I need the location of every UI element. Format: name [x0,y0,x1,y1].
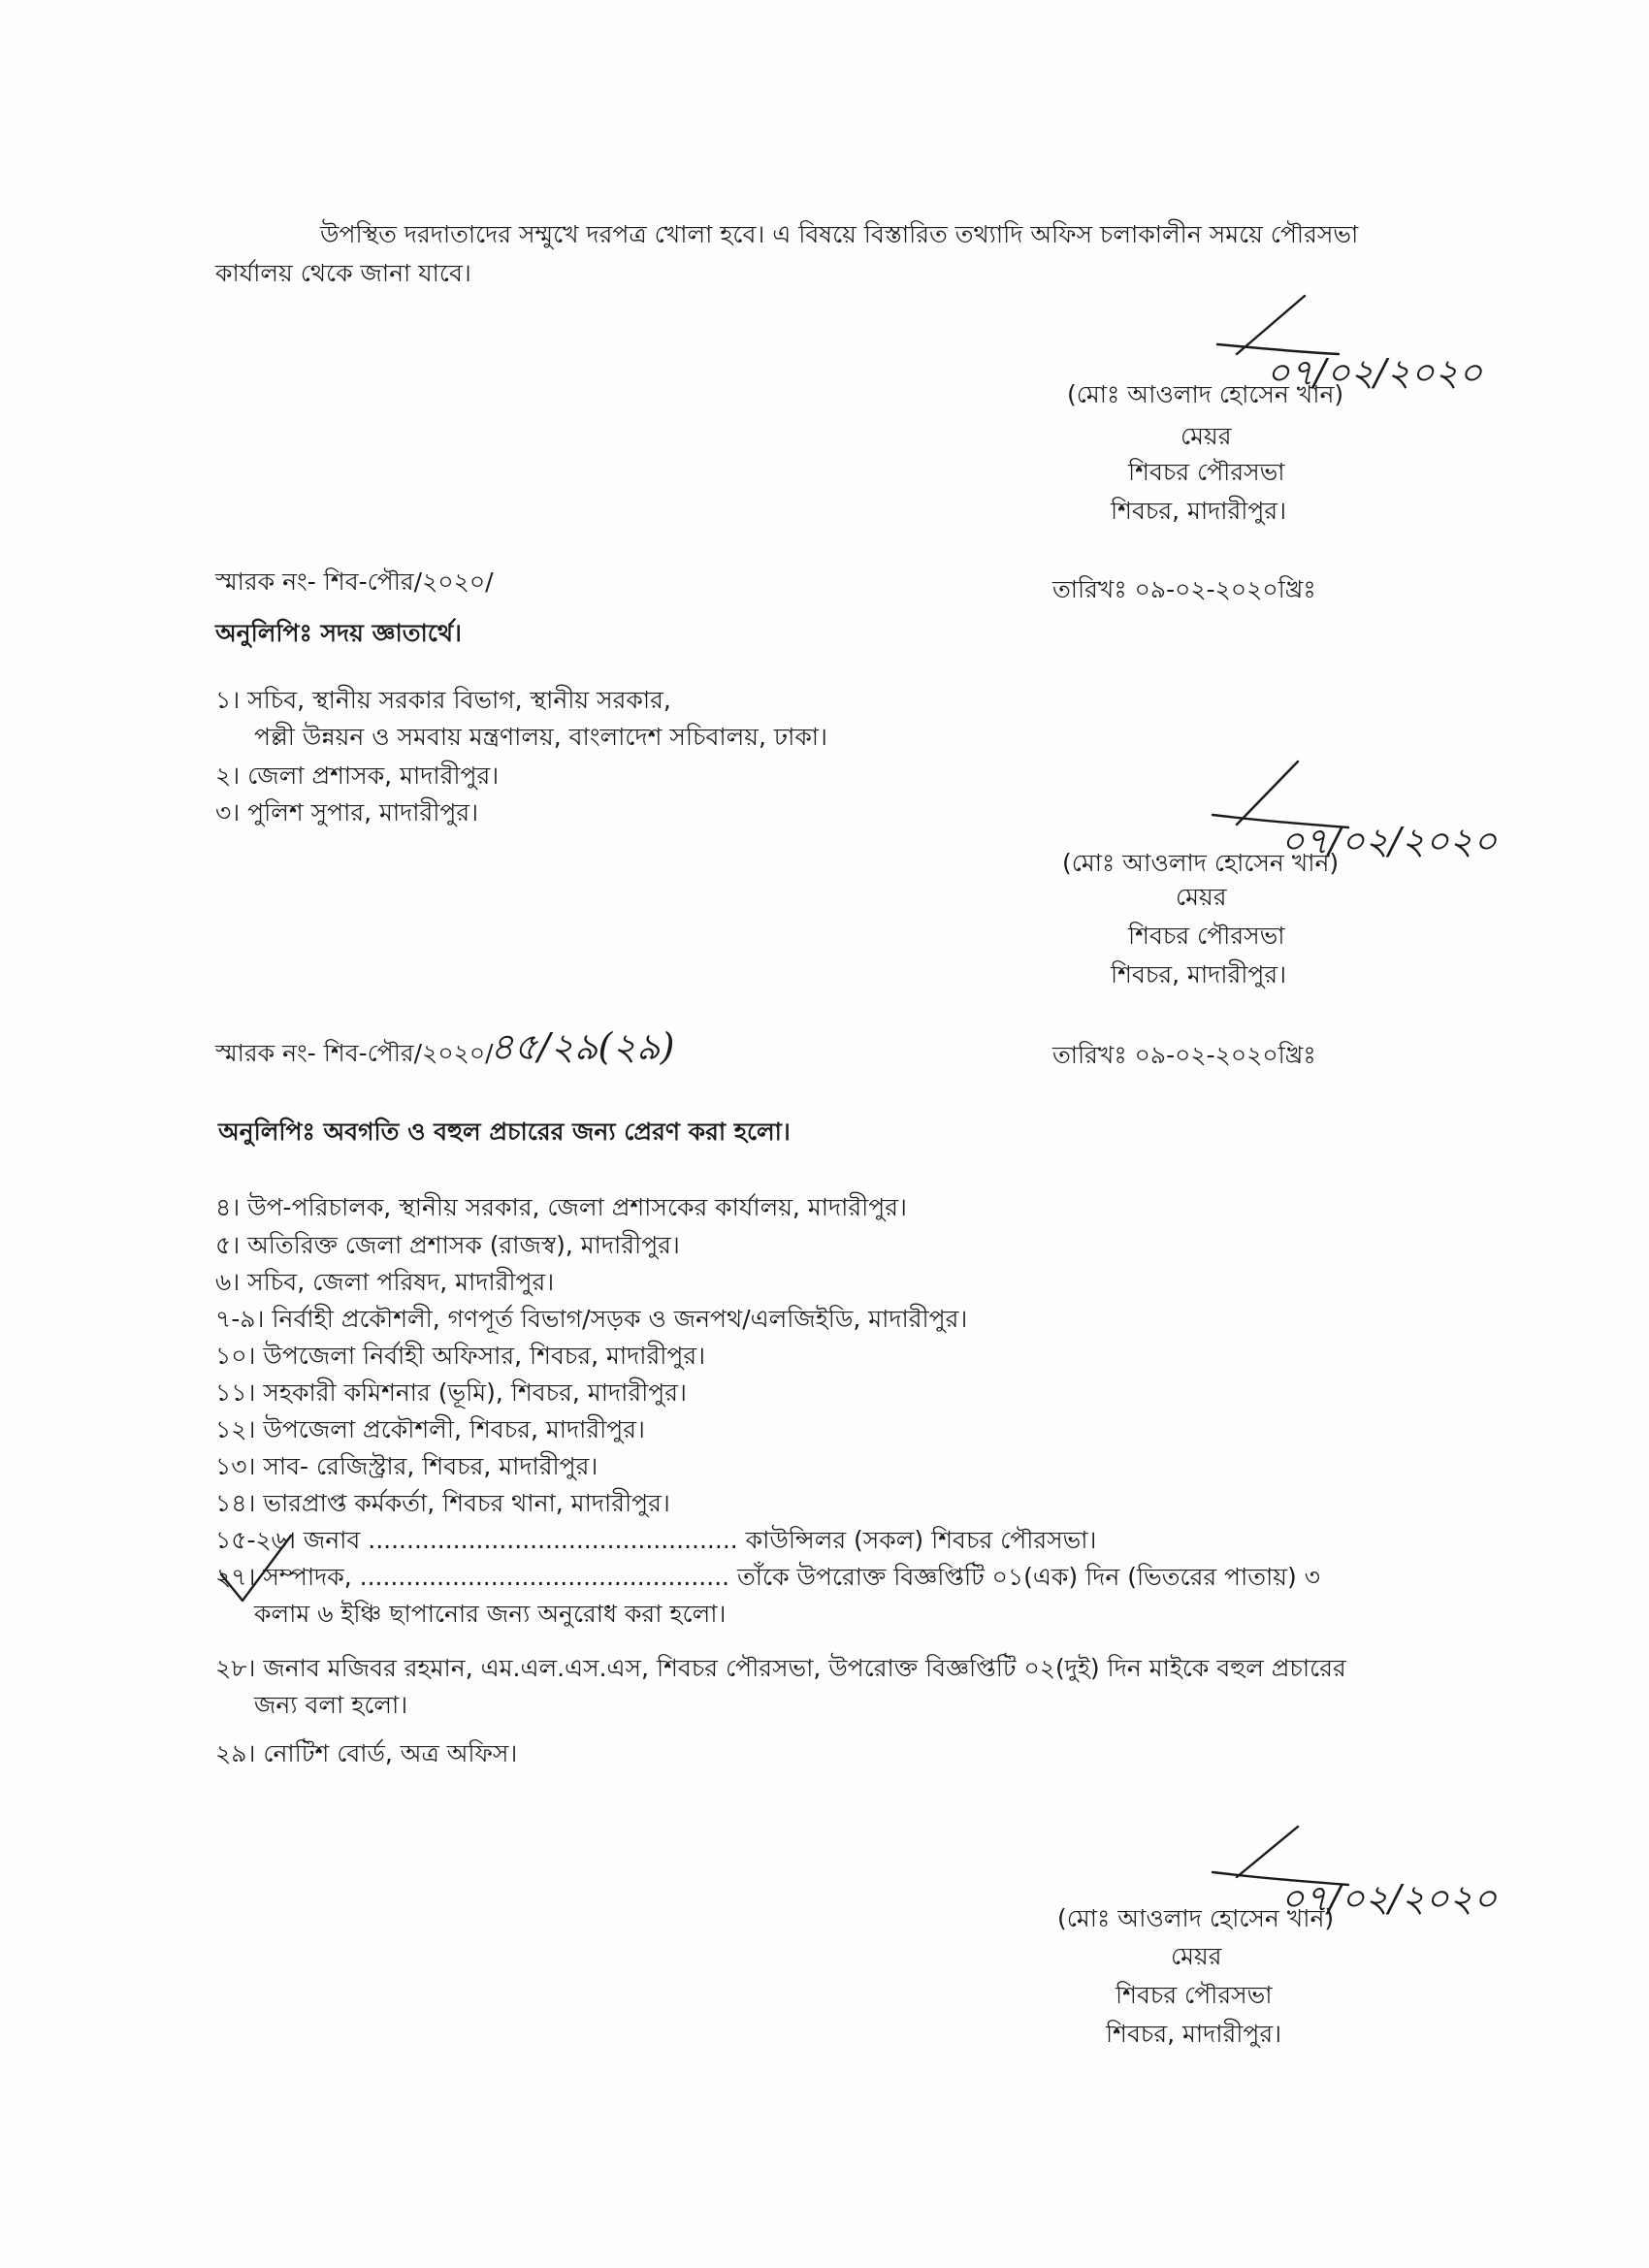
signatory-title-3: মেয়র [1171,1942,1222,1970]
checkmark-icon [213,1528,301,1615]
memo2-item: ১৫-২৬। জনাব ................................................ কাউন্সিলর (সকল) শিবচর পৌরসভা। [215,1526,1097,1554]
signature-date-1: ০৭/০২/২০২০ [1266,351,1483,393]
memo1-item: পল্লী উন্নয়ন ও সমবায় মন্ত্রণালয়, বাংলাদেশ সচিবালয়, ঢাকা। [254,723,827,751]
signatory-name-1: (মোঃ আওলাদ হোসেন খান) [1067,380,1344,408]
memo2-item: ২৮। জনাব মজিবর রহমান, এম.এল.এস.এস, শিবচর পৌরসভা, উপরোক্ত বিজ্ঞপ্তিটি ০২(দুই) দিন মাইকে বহুল প্রচারের [215,1654,1346,1682]
memo1-item: ১। সচিব, স্থানীয় সরকার বিভাগ, স্থানীয় সরকার, [215,686,671,714]
signatory-title-2: মেয়র [1176,883,1227,911]
signature-date-2: ০৭/০২/২০২০ [1280,820,1498,862]
memo2-item: ১২। উপজেলা প্রকৌশলী, শিবচর, মাদারীপুর। [215,1415,645,1443]
memo1-item: ২। জেলা প্রশাসক, মাদারীপুর। [215,761,500,790]
memo2-copy-heading: অনুলিপিঃ অবগতি ও বহুল প্রচারের জন্য প্রেরণ করা হলো। [218,1118,791,1146]
memo2-item: ২৭। সম্পাদক, ................................................ তাঁকে উপরোক্ত বিজ্ঞপ্তিটি ০১(এক) দিন (ভিতরের পাতায়) ৩ [215,1563,1320,1591]
signatory-location-1: শিবচর, মাদারীপুর। [1111,497,1287,525]
memo2-item: ৫। অতিরিক্ত জেলা প্রশাসক (রাজস্ব), মাদারীপুর। [215,1231,680,1259]
signatory-office-3: শিবচর পৌরসভা [1116,1981,1273,2009]
memo2-item: ১১। সহকারী কমিশনার (ভূমি), শিবচর, মাদারীপুর। [215,1378,687,1407]
memo2-date: তারিখঃ ০৯-০২-২০২০খ্রিঃ [1052,1041,1316,1069]
memo1-item: ৩। পুলিশ সুপার, মাদারীপুর। [215,798,479,826]
intro-line-2: কার্যালয় থেকে জানা যাবে। [215,259,471,287]
memo2-item: ১৪। ভারপ্রাপ্ত কর্মকর্তা, শিবচর থানা, মাদারীপুর। [215,1489,670,1517]
memo2-item: জন্য বলা হলো। [254,1691,408,1719]
memo2-item: ৪। উপ-পরিচালক, স্থানীয় সরকার, জেলা প্রশাসকের কার্যালয়, মাদারীপুর। [215,1193,907,1221]
signatory-title-1: মেয়র [1180,422,1232,450]
memo2-handwritten-ref [485,1019,795,1077]
signatory-location-3: শিবচর, মাদারীপুর। [1106,2020,1282,2048]
memo2-handwritten-ref-text: ৪৫/২৯(২৯) [490,1025,675,1068]
memo2-item: ১৩। সাব- রেজিস্ট্রার, শিবচর, মাদারীপুর। [215,1452,598,1480]
signature-date-3: ০৭/০২/২০২০ [1280,1877,1498,1920]
memo1-date: তারিখঃ ০৯-০২-২০২০খ্রিঃ [1052,575,1316,603]
memo2-item: ৬। সচিব, জেলা পরিষদ, মাদারীপুর। [215,1268,555,1296]
memo2-item: কলাম ৬ ইঞ্চি ছাপানোর জন্য অনুরোধ করা হলো। [254,1600,727,1628]
memo2-ref: স্মারক নং- শিব-পৌর/২০২০/ [215,1039,494,1067]
intro-line-1: উপস্থিত দরদাতাদের সম্মুখে দরপত্র খোলা হবে। এ বিষয়ে বিস্তারিত তথ্যাদি অফিস চলাকালীন সময়ে পৌরসভা [320,220,1359,248]
memo1-ref: স্মারক নং- শিব-পৌর/২০২০/ [215,567,494,596]
memo1-copy-heading: অনুলিপিঃ সদয় জ্ঞাতার্থে। [215,619,462,647]
signatory-location-2: শিবচর, মাদারীপুর। [1111,960,1287,988]
signatory-name-2: (মোঃ আওলাদ হোসেন খান) [1062,849,1340,877]
signatory-office-2: শিবচর পৌরসভা [1128,922,1285,950]
signatory-name-3: (মোঃ আওলাদ হোসেন খান) [1057,1904,1335,1932]
memo2-item: ১০। উপজেলা নির্বাহী অফিসার, শিবচর, মাদারীপুর। [215,1342,706,1370]
memo2-item: ৭-৯। নির্বাহী প্রকৌশলী, গণপূর্ত বিভাগ/সড়ক ও জনপথ/এলজিইডি, মাদারীপুর। [215,1305,968,1333]
signatory-office-1: শিবচর পৌরসভা [1128,458,1285,486]
memo2-item: ২৯। নোটিশ বোর্ড, অত্র অফিস। [215,1739,518,1767]
